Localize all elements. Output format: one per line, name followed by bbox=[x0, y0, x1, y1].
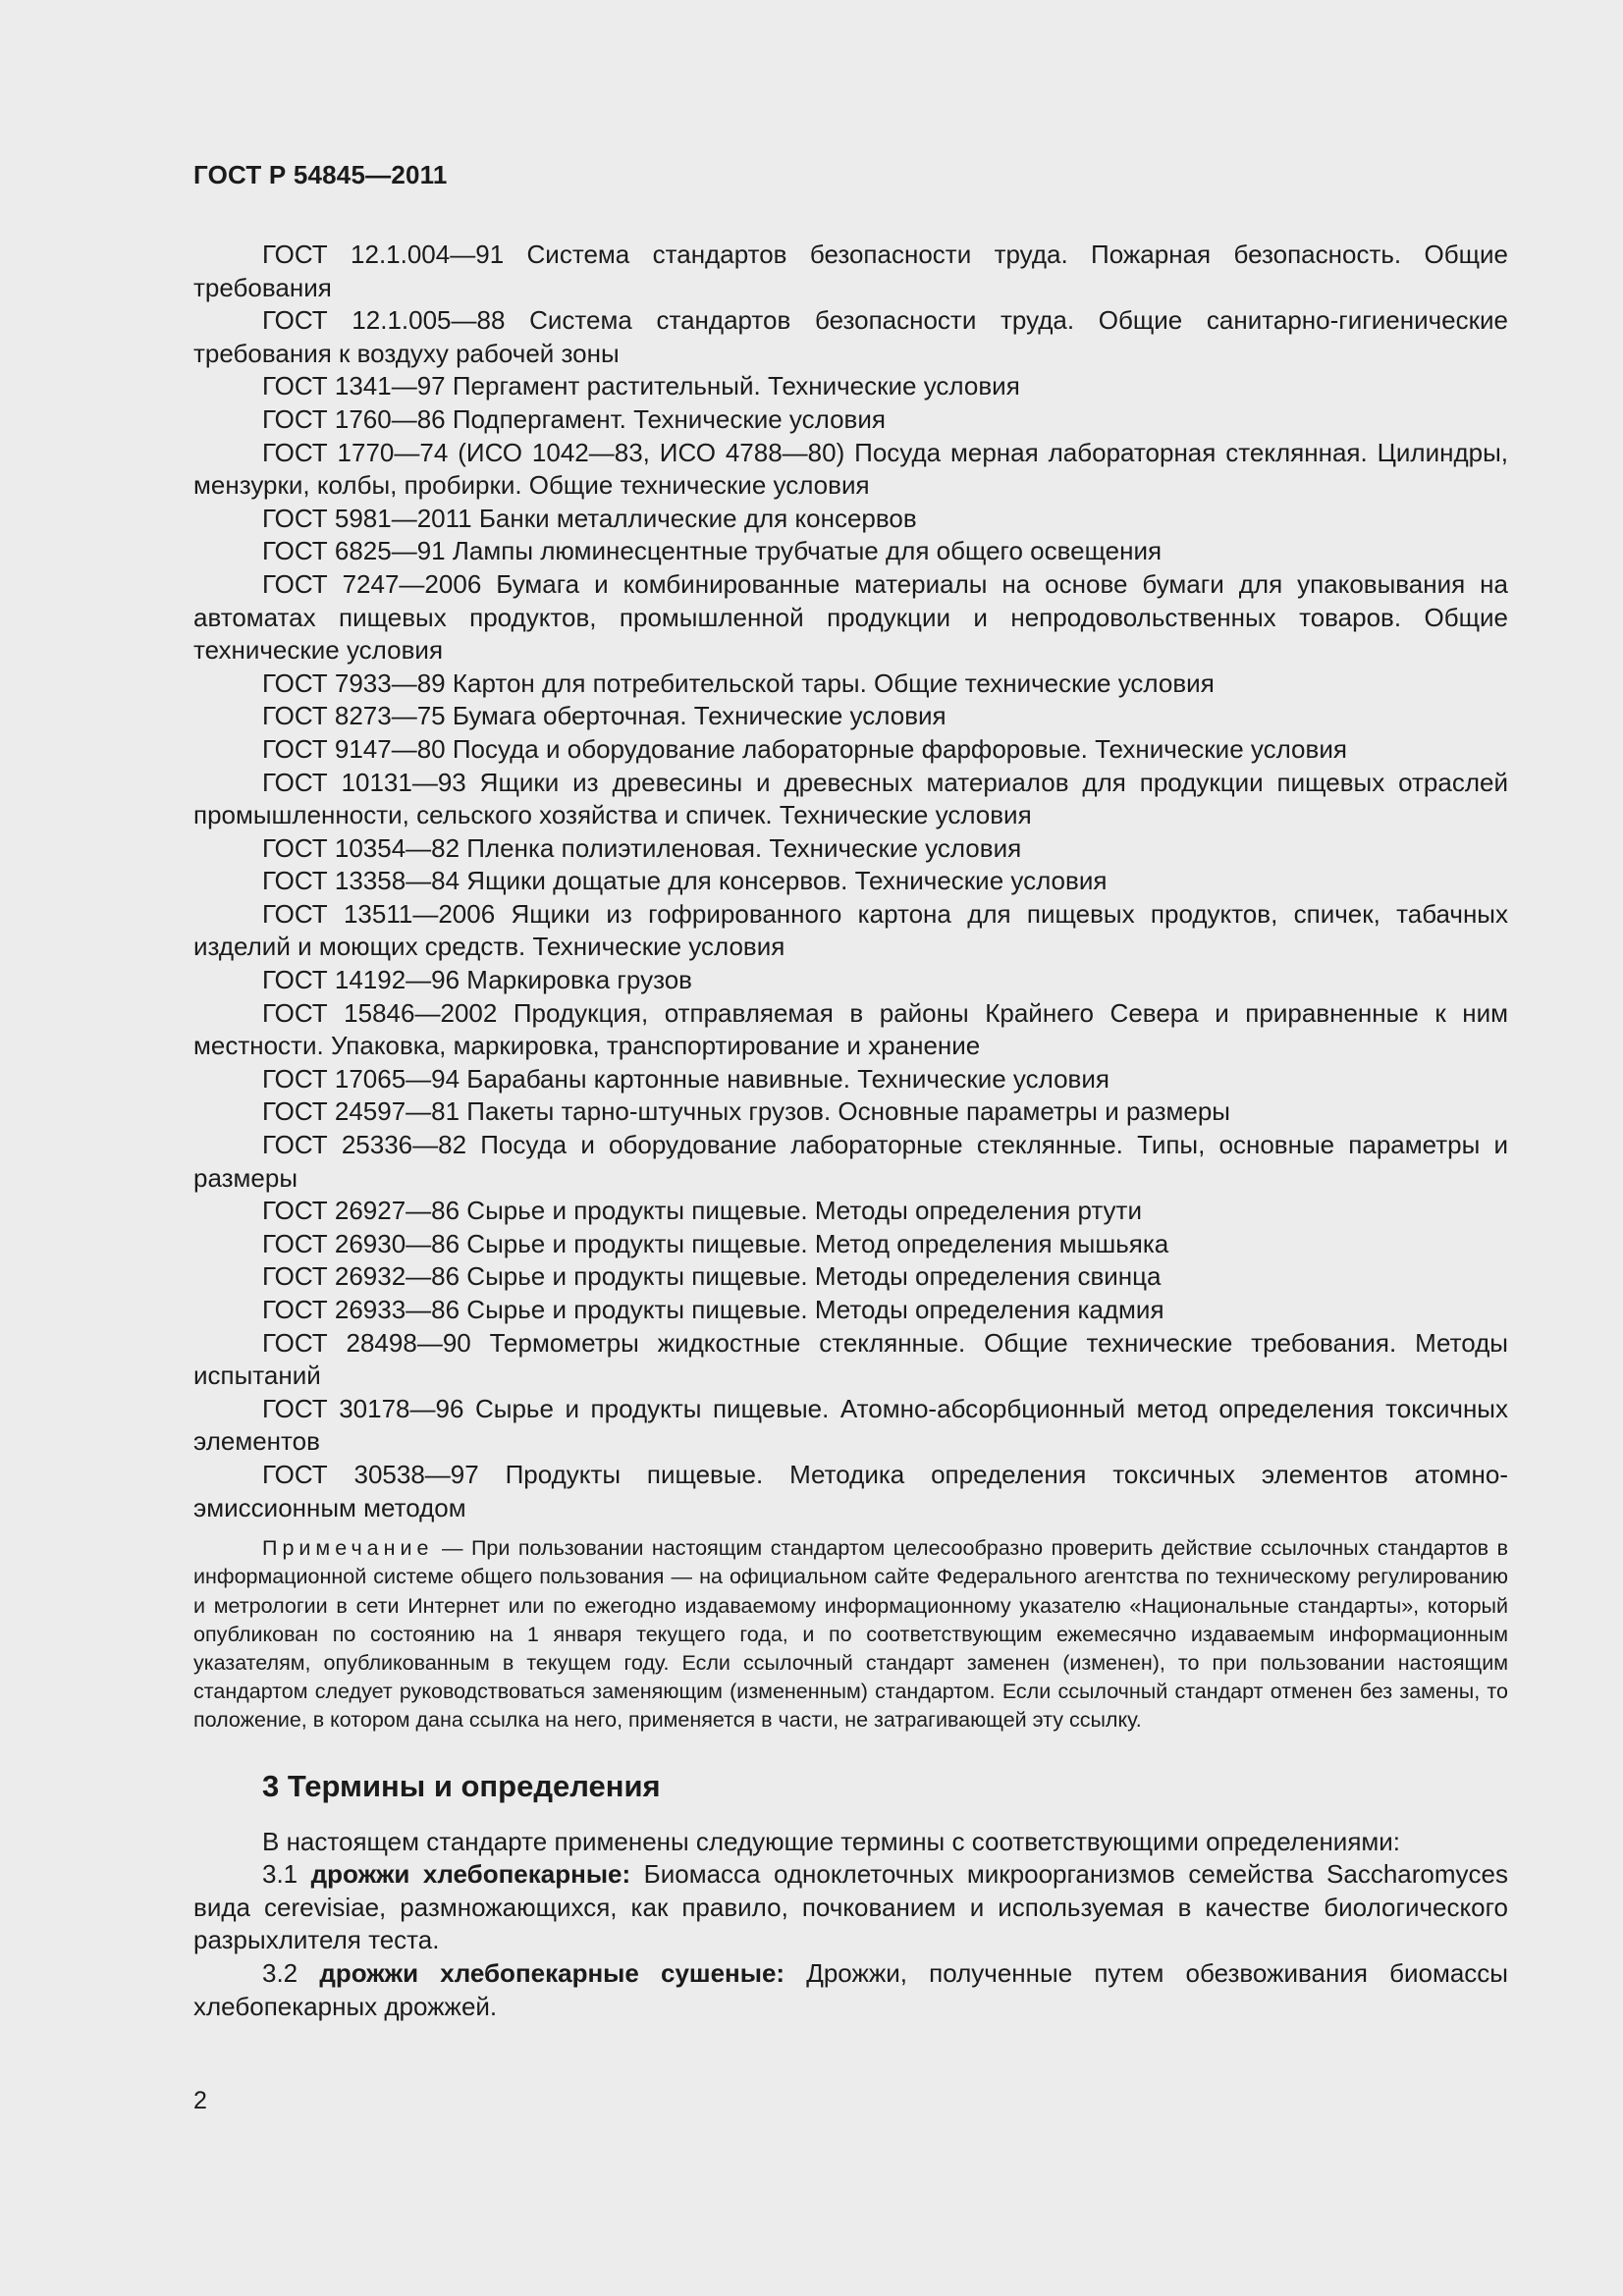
term-number: 3.2 bbox=[262, 1957, 320, 1988]
reference-item: ГОСТ 1760—86 Подпергамент. Технические условия bbox=[262, 403, 886, 434]
note-text: — При пользовании настоящим стандартом целесообразно проверить действие ссылочных стандартов в информационной системе общего пользования — на официальном сайте Федерального агентства по техническому регулированию и метрологии в сети Интернет или по ежегодно издаваемому информационному указателю «Национальные стандарты», который опубликован по состоянию на 1 января текущего года, и по соответствующим ежемесячно издаваемым информационным указателям, опубликованным в текущем году. Если ссылочный стандарт заменен (изменен), то при пользовании настоящим стандартом следует руководствоваться заменяющим (измененным) стандартом. Если ссылочный стандарт отменен без замены, то положение, в котором дана ссылка на него, применяется в части, не затрагивающей эту ссылку. bbox=[193, 1536, 1508, 1733]
reference-item: ГОСТ 12.1.004—91 Система стандартов безопасности труда. Пожарная безопасность. Общие требования bbox=[193, 240, 1508, 302]
section-3-intro: В настоящем стандарте применены следующие термины с соответствующими определениями: bbox=[262, 1826, 1401, 1856]
reference-item: ГОСТ 8273—75 Бумага оберточная. Технические условия bbox=[262, 701, 947, 731]
reference-item: ГОСТ 6825—91 Лампы люминесцентные трубчатые для общего освещения bbox=[262, 536, 1163, 566]
term-definition: Дрожжи, полученные путем обезвоживания биомассы хлебопекарных дрожжей. bbox=[193, 1957, 1508, 2021]
reference-item: ГОСТ 13358—84 Ящики дощатые для консервов. Технические условия bbox=[262, 866, 1108, 896]
reference-item: ГОСТ 26930—86 Сырье и продукты пищевые. Метод определения мышьяка bbox=[262, 1228, 1169, 1258]
page-content bbox=[193, 239, 1508, 2023]
term-3-1 bbox=[193, 1858, 1508, 1957]
section-3-title: 3 Термины и определения bbox=[262, 1768, 661, 1803]
reference-item: ГОСТ 15846—2002 Продукция, отправляемая в районы Крайнего Севера и приравненные к ним местности. Упаковка, маркировка, транспортирование и хранение bbox=[193, 997, 1508, 1061]
reference-item: ГОСТ 10131—93 Ящики из древесины и древесных материалов для продукции пищевых отраслей промышленности, сельского хозяйства и спичек. Технические условия bbox=[193, 767, 1508, 830]
reference-item: ГОСТ 7247—2006 Бумага и комбинированные материалы на основе бумаги для упаковывания на автоматах пищевых продуктов, промышленной продукции и непродовольственных товаров. Общие технические условия bbox=[193, 568, 1508, 666]
references-note bbox=[193, 1534, 1508, 1735]
reference-item: ГОСТ 26927—86 Сырье и продукты пищевые. Методы определения ртути bbox=[262, 1196, 1142, 1226]
term-name: дрожжи хлебопекарные: bbox=[310, 1859, 631, 1890]
reference-item: ГОСТ 9147—80 Посуда и оборудование лабораторные фарфоровые. Технические условия bbox=[262, 733, 1347, 764]
page-number: 2 bbox=[193, 2087, 207, 2114]
reference-item: ГОСТ 26933—86 Сырье и продукты пищевые. Методы определения кадмия bbox=[262, 1295, 1164, 1324]
reference-item: ГОСТ 7933—89 Картон для потребительской тары. Общие технические условия bbox=[262, 667, 1215, 698]
reference-item: ГОСТ 17065—94 Барабаны картонные навивные. Технические условия bbox=[262, 1063, 1109, 1094]
note-label: Примечание bbox=[262, 1536, 434, 1561]
reference-item: ГОСТ 1341—97 Пергамент растительный. Технические условия bbox=[262, 371, 1020, 401]
reference-item: ГОСТ 1770—74 (ИСО 1042—83, ИСО 4788—80) Посуда мерная лабораторная стеклянная. Цилиндры, мензурки, колбы, пробирки. Общие технические условия bbox=[193, 437, 1508, 501]
reference-item: ГОСТ 25336—82 Посуда и оборудование лабораторные стеклянные. Типы, основные параметры и размеры bbox=[193, 1130, 1508, 1193]
reference-item: ГОСТ 14192—96 Маркировка грузов bbox=[262, 965, 692, 995]
reference-item: ГОСТ 10354—82 Пленка полиэтиленовая. Технические условия bbox=[262, 832, 1022, 863]
reference-item: ГОСТ 30538—97 Продукты пищевые. Методика определения токсичных элементов атомно-эмиссионным методом bbox=[193, 1459, 1508, 1522]
term-number: 3.1 bbox=[262, 1859, 311, 1890]
term-3-2 bbox=[193, 1957, 1508, 2023]
reference-item: ГОСТ 13511—2006 Ящики из гофрированного картона для пищевых продуктов, спичек, табачных изделий и моющих средств. Технические условия bbox=[193, 898, 1508, 962]
reference-item: ГОСТ 24597—81 Пакеты тарно-штучных грузов. Основные параметры и размеры bbox=[262, 1096, 1230, 1127]
reference-item: ГОСТ 5981—2011 Банки металлические для консервов bbox=[262, 503, 917, 533]
normative-references-list bbox=[193, 239, 1508, 1524]
reference-item: ГОСТ 26932—86 Сырье и продукты пищевые. Методы определения свинца bbox=[262, 1261, 1162, 1292]
term-name: дрожжи хлебопекарные сушеные: bbox=[319, 1957, 785, 1988]
term-definition: Биомасса одноклеточных микроорганизмов семейства Saccharomyces вида cerevisiae, размножающихся, как правило, почкованием и используемая в качестве биологического разрыхлителя теста. bbox=[193, 1859, 1508, 1955]
reference-item: ГОСТ 28498—90 Термометры жидкостные стеклянные. Общие технические требования. Методы испытаний bbox=[193, 1327, 1508, 1391]
reference-item: ГОСТ 30178—96 Сырье и продукты пищевые. Атомно-абсорбционный метод определения токсичных элементов bbox=[193, 1393, 1508, 1457]
reference-item: ГОСТ 12.1.005—88 Система стандартов безопасности труда. Общие санитарно-гигиенические требования к воздуху рабочей зоны bbox=[193, 305, 1508, 368]
document-header: ГОСТ Р 54845—2011 bbox=[193, 160, 448, 189]
